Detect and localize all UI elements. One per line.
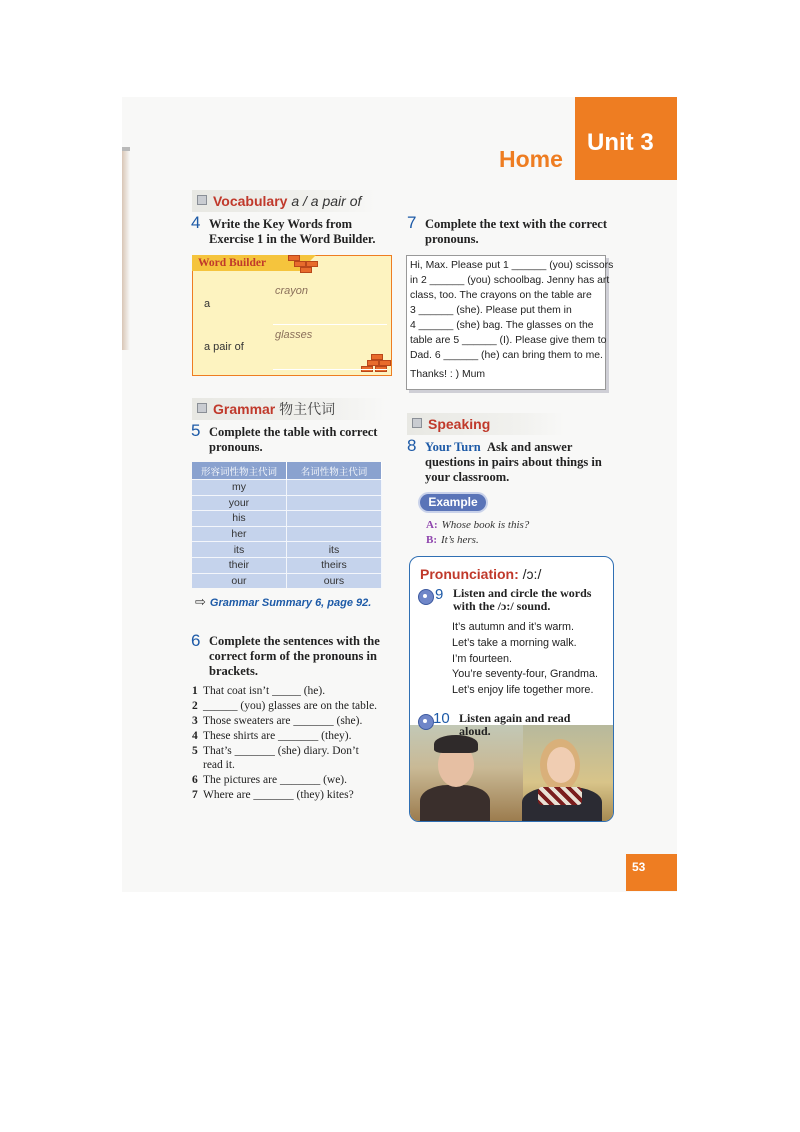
exercise-10-number: 10 — [433, 710, 450, 727]
word-builder-box — [192, 255, 392, 376]
unit-label: Unit 3 — [587, 129, 654, 156]
exercise-9-line-2: with the /ɔ:/ sound. — [453, 599, 551, 613]
sentence-number: 5 — [192, 745, 198, 757]
exercise-6-line-3: brackets. — [209, 664, 258, 678]
sentence-item — [192, 715, 362, 727]
note-line: table are 5 ______ (I). Please give them to — [410, 335, 607, 346]
sentence-text: That coat isn’t _____ (he). — [203, 685, 326, 697]
sentence-text: The pictures are _______ (we). — [203, 774, 348, 786]
dialog-line-b — [426, 534, 479, 546]
table-cell: my — [192, 480, 286, 496]
exercise-4-line-2: Exercise 1 in the Word Builder. — [209, 232, 376, 246]
page-edge-mark — [122, 147, 130, 151]
table-row — [192, 480, 382, 496]
page-edge-shadow — [122, 150, 130, 350]
grammar-title: Grammar — [213, 401, 276, 417]
exercise-8-number: 8 — [407, 436, 417, 455]
note-line: 4 ______ (she) bag. The glasses on the — [410, 320, 594, 331]
vocabulary-subtitle: a / a pair of — [291, 193, 362, 209]
grandmother-and-girl-photo — [410, 725, 613, 821]
exercise-9-number: 9 — [435, 586, 444, 603]
table-cell: our — [192, 573, 286, 588]
table-row — [192, 526, 382, 542]
pronunciation-title: Pronunciation: — [420, 566, 519, 582]
table-cell: their — [192, 557, 286, 573]
table-row — [192, 495, 382, 511]
sentence-text: read it. — [203, 759, 235, 771]
sentence-number: 4 — [192, 730, 198, 742]
table-cell: its — [192, 542, 286, 558]
dialog-text: Whose book is this? — [441, 519, 530, 531]
exercise-7-line-2: pronouns. — [425, 232, 479, 246]
poem-line: You’re seventy-four, Grandma. — [452, 668, 599, 680]
exercise-8-line-1: Ask and answer — [486, 440, 573, 454]
poem-line: Let’s enjoy life together more. — [452, 684, 594, 696]
grammar-summary-link — [195, 594, 371, 610]
word-builder-word-glasses: glasses — [275, 329, 313, 341]
sentence-item — [192, 700, 377, 712]
exercise-5-line-1: Complete the table with correct — [209, 425, 378, 439]
example-badge: Example — [420, 494, 486, 511]
note-line: 3 ______ (she). Please put them in — [410, 305, 572, 316]
table-header-row — [192, 462, 382, 480]
sentence-number: 3 — [192, 715, 198, 727]
note-line: in 2 ______ (you) schoolbag. Jenny has art — [410, 275, 610, 286]
sentence-item — [192, 789, 354, 801]
unit-badge — [575, 97, 677, 180]
table-cell: its — [286, 542, 381, 558]
table-cell-blank — [286, 495, 381, 511]
sentence-item — [192, 745, 359, 757]
exercise-10-line-2: aloud. — [459, 724, 491, 738]
table-cell-blank — [286, 526, 381, 542]
exercise-10-line-1: Listen again and read — [459, 711, 571, 725]
vocabulary-heading — [192, 190, 376, 212]
exercise-6-instructions — [209, 634, 380, 679]
table-cell: theirs — [286, 557, 381, 573]
table-cell: ours — [286, 573, 381, 588]
sentence-text: These shirts are _______ (they). — [203, 730, 352, 742]
vocabulary-title: Vocabulary — [213, 193, 288, 209]
sentence-item — [192, 759, 235, 771]
your-turn-label: Your Turn — [425, 440, 481, 454]
sentence-number: 7 — [192, 789, 198, 801]
sentence-text: ______ (you) glasses are on the table. — [203, 700, 378, 712]
exercise-5-instructions — [209, 425, 377, 455]
exercise-5-number: 5 — [191, 421, 201, 440]
exercise-8-line-3: your classroom. — [425, 470, 510, 484]
speaker-b: B: — [426, 534, 437, 546]
exercise-8-line-2: questions in pairs about things in — [425, 455, 602, 469]
bullet-square-icon — [412, 418, 422, 428]
speaker-a: A: — [426, 519, 438, 531]
sentence-item — [192, 730, 352, 742]
word-builder-label-a-pair-of: a pair of — [204, 341, 244, 353]
pronunciation-symbol: /ɔ:/ — [522, 566, 542, 582]
sentence-text: That’s _______ (she) diary. Don’t — [203, 745, 359, 757]
table-cell-blank — [286, 480, 381, 496]
grammar-summary-text: Grammar Summary 6, page 92. — [209, 597, 372, 609]
exercise-4-instructions — [209, 217, 375, 247]
audio-cd-icon[interactable] — [418, 589, 434, 605]
exercise-6-number: 6 — [191, 631, 201, 650]
exercise-4-number: 4 — [191, 213, 201, 232]
sentence-number: 1 — [192, 685, 198, 697]
speaking-heading — [407, 413, 565, 435]
exercise-8-instructions — [425, 440, 602, 485]
table-row — [192, 542, 382, 558]
word-builder-word-crayon: crayon — [275, 285, 309, 297]
exercise-4-line-1: Write the Key Words from — [209, 217, 353, 231]
page-title: Home — [499, 146, 563, 172]
exercise-7-line-1: Complete the text with the correct — [425, 217, 607, 231]
poem-line: It’s autumn and it’s warm. — [452, 621, 575, 633]
exercise-7-number: 7 — [407, 213, 417, 232]
pronoun-table — [192, 462, 382, 588]
table-row — [192, 557, 382, 573]
word-builder-label-a: a — [204, 298, 211, 310]
exercise-7-instructions — [425, 217, 607, 247]
pronunciation-panel — [409, 556, 614, 822]
exercise-9-instructions — [453, 587, 591, 613]
note-line: Hi, Max. Please put 1 ______ (you) scissors — [410, 260, 614, 271]
note-text-box — [406, 255, 614, 390]
table-header-noun-pronoun: 名词性物主代词 — [286, 462, 381, 480]
poem-line: Let’s take a morning walk. — [452, 637, 577, 649]
sentence-text: Those sweaters are _______ (she). — [203, 715, 363, 727]
word-builder-tab: Word Builder — [192, 255, 300, 271]
exercise-6-line-1: Complete the sentences with the — [209, 634, 380, 648]
dialog-line-a — [426, 519, 529, 531]
table-header-adjective-pronoun: 形容词性物主代词 — [192, 462, 286, 480]
table-row — [192, 573, 382, 588]
audio-cd-icon[interactable] — [418, 714, 434, 730]
arrow-right-icon: ⇨ — [195, 594, 206, 609]
page-number-badge — [626, 854, 677, 891]
grammar-subtitle: 物主代词 — [279, 402, 336, 418]
table-cell: his — [192, 511, 286, 527]
exercise-6-line-2: correct form of the pronouns in — [209, 649, 377, 663]
speaking-title: Speaking — [428, 416, 491, 432]
page-number: 53 — [632, 860, 646, 874]
note-sign-off: Thanks! : ) Mum — [410, 369, 486, 380]
dialog-text: It’s hers. — [441, 534, 479, 546]
note-line: class, too. The crayons on the table are — [410, 290, 592, 301]
word-builder-divider — [273, 369, 387, 370]
sentence-item — [192, 774, 347, 786]
table-cell: your — [192, 495, 286, 511]
exercise-10-instructions — [459, 712, 570, 738]
grammar-heading — [192, 398, 387, 420]
bullet-square-icon — [197, 403, 207, 413]
table-cell: her — [192, 526, 286, 542]
sentence-item — [192, 685, 325, 697]
poem-line: I’m fourteen. — [452, 653, 513, 665]
note-line: Dad. 6 ______ (he) can bring them to me. — [410, 350, 603, 361]
sentence-number: 2 — [192, 700, 198, 712]
exercise-5-line-2: pronouns. — [209, 440, 263, 454]
exercise-9-line-1: Listen and circle the words — [453, 586, 592, 600]
sentence-number: 6 — [192, 774, 198, 786]
table-row — [192, 511, 382, 527]
sentence-text: Where are _______ (they) kites? — [203, 789, 354, 801]
pronunciation-heading — [420, 566, 541, 582]
bullet-square-icon — [197, 195, 207, 205]
word-builder-divider — [273, 324, 387, 325]
table-cell-blank — [286, 511, 381, 527]
